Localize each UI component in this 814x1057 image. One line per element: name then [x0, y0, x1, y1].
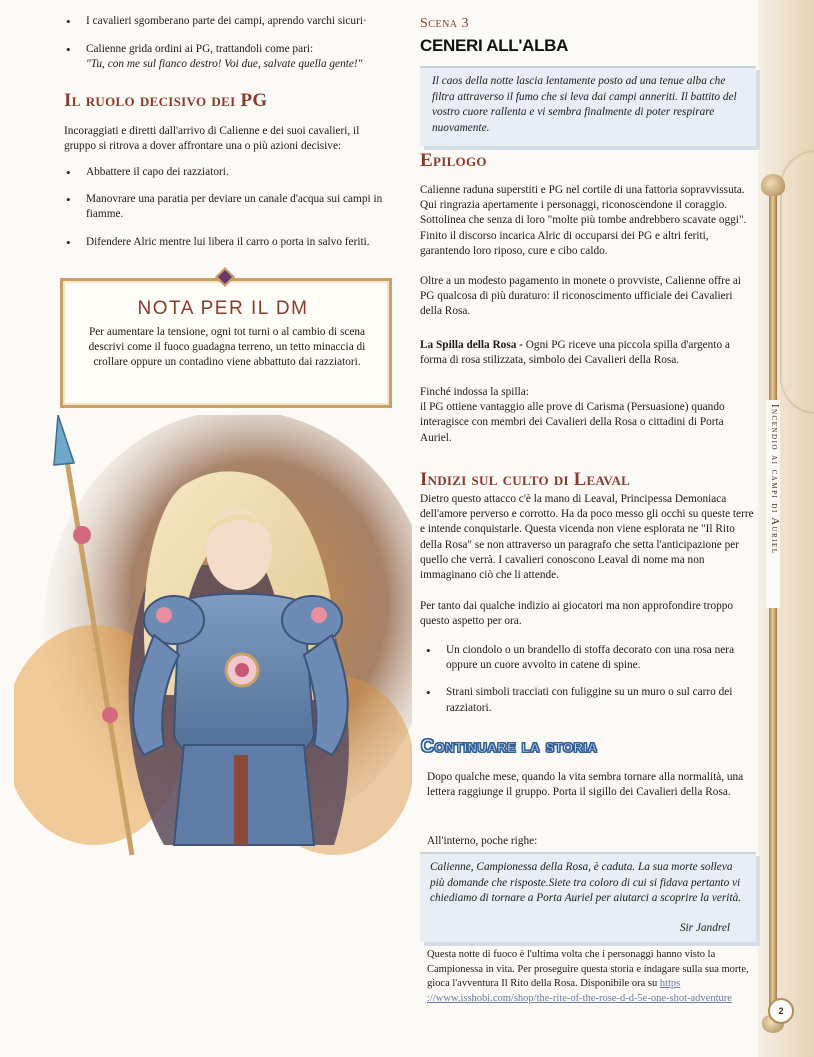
letter-signature: Sir Jandrel: [679, 922, 730, 934]
paragraph: Oltre a un modesto pagamento in monete o provviste, Calienne offre ai PG qualcosa di più duraturo: il riconoscimento ufficiale dei Cavalieri della Rosa.: [420, 275, 742, 318]
letter-callout: [420, 852, 756, 942]
list-item: [60, 14, 394, 29]
list-item: • Abbattere il capo dei razziatori.: [60, 165, 394, 180]
callout-text: Il caos della notte lascia lentamente posto ad una tenue alba che filtra attraverso il fumo che si leva dai campi anneriti. Il battito del vostro cuore rallenta e vi sembra finalmente di poter respirare nuovamente.: [432, 75, 737, 134]
side-chapter-title: Incendio ai campi di Auriel: [766, 400, 780, 608]
clues-bullet-list: [420, 643, 756, 728]
paragraph: All'interno, poche righe:: [427, 835, 538, 847]
top-bullet-list: [60, 14, 394, 86]
paragraph: Calienne raduna superstiti e PG nel cortile di una fattoria sopravvissuta. Qui ringrazia apertamente i personaggi, riconoscendone il coraggio. Sottolinea che senza di loro "molte più tombe andrebbero scavate oggi". Finito il discorso incarica Alric di occuparsi dei PG e altri feriti, garantendo loro riposo, cure e cibo caldo.: [420, 184, 747, 257]
letter-text: Calienne, Campionessa della Rosa, è caduta. La sua morte solleva più domande che risposte.Siete tra coloro di cui si fidava pertanto vi chiediamo di tornare a Porta Auriel per aiutarci a scoprire la verità.: [430, 861, 742, 905]
list-item: • Un ciondolo o un brandello di stoffa decorato con una rosa nera oppure un cuore avvolto in catene di spine.: [420, 643, 756, 673]
read-aloud-callout: [420, 66, 756, 146]
list-item: • Strani simboli tracciati con fuliggine su un muro o sul carro dei razziatori.: [420, 685, 756, 715]
scene-title: CENERI ALL'ALBA: [420, 36, 569, 55]
paragraph: Dietro questo attacco c'è la mano di Leaval, Principessa Demoniaca dell'amore perverso e corrotto. Ha da poco messo gli occhi su queste terre e intende conquistarle. Questa vicenda non viene esplorata ne "Il Rito della Rosa" se non attraverso un paragrafo che setta l'anticipazione per quello che verrà. I cavalieri conoscono Leaval di nome ma non immaginano ciò che li attende.: [420, 493, 754, 582]
section-heading-indizi: Indizi sul culto di Leaval: [420, 470, 631, 490]
section-heading-ruolo: Il ruolo decisivo dei PG: [64, 90, 268, 111]
list-item-text: I cavalieri sgomberano parte dei campi, aprendo varchi sicuri·: [86, 15, 367, 27]
list-item: • Difendere Alric mentre lui libera il carro o porta in salvo feriti.: [60, 235, 394, 250]
closing-text: Questa notte di fuoco è l'ultima volta che i personaggi hanno visto la Campionessa in vita. Per proseguire questa storia e indagare sulla sua morte, gioca l'avventura Il Rito della Rosa. Disponibile ora su: [427, 949, 749, 990]
list-item-text: Calienne grida ordini ai PG, trattandoli come pari:: [86, 43, 314, 56]
page-number: 2: [768, 998, 794, 1024]
reward-condition: Finché indossa la spilla:: [420, 386, 529, 398]
shop-link[interactable]: https ://www.isshobi.com/shop/the-rite-of-the-rose-d-d-5e-one-shot-adventure: [427, 978, 732, 1004]
continue-story-heading: Continuare la storia: [421, 736, 598, 756]
actions-bullet-list: [60, 165, 394, 262]
paragraph: Per tanto dai qualche indizio ai giocatori ma non approfondire troppo questo aspetto per ora.: [420, 600, 734, 628]
dm-note-text: Per aumentare la tensione, ogni tot turni o al cambio di scena descrivi come il fuoco guadagna terreno, un tetto minaccia di crollare oppure un contadino viene abbattuto dai razziatori.: [88, 326, 366, 369]
paragraph: Incoraggiati e diretti dall'arrivo di Calienne e dei suoi cavalieri, il gruppo si ritrova a dover affrontare una o più azioni decisive:: [64, 125, 360, 153]
list-item: [60, 42, 394, 72]
closing-paragraph: [427, 948, 753, 1006]
reward-effect: il PG ottiene vantaggio alle prove di Carisma (Persuasione) quando interagisce con membri dei Cavalieri della Rosa o cittadini di Porta Auriel.: [420, 401, 725, 444]
reward-effect-paragraph: [420, 385, 756, 446]
quote-text: "Tu, con me sul fianco destro! Voi due, salvate quella gente!": [86, 58, 363, 71]
rod-finial-top-icon: [761, 174, 785, 196]
swirl-ornament-icon: [780, 150, 814, 414]
reward-paragraph: [420, 338, 756, 368]
dm-note-title: NOTA PER IL DM: [137, 298, 309, 319]
reward-description: Ogni PG riceve una piccola spilla d'argento a forma di rosa stilizzata, simbolo dei Cavalieri della Rosa.: [420, 339, 730, 367]
section-heading-epilogo: Epilogo: [420, 150, 487, 171]
list-item: • Manovrare una paratia per deviare un canale d'acqua sui campi in fiamme.: [60, 192, 394, 222]
paragraph: Dopo qualche mese, quando la vita sembra tornare alla normalità, una lettera raggiunge il gruppo. Porta il sigillo dei Cavalieri della Rosa.: [427, 771, 744, 799]
reward-name: La Spilla della Rosa -: [420, 339, 523, 351]
scene-label: Scena 3: [420, 16, 470, 31]
knight-portrait-icon: [14, 415, 412, 865]
